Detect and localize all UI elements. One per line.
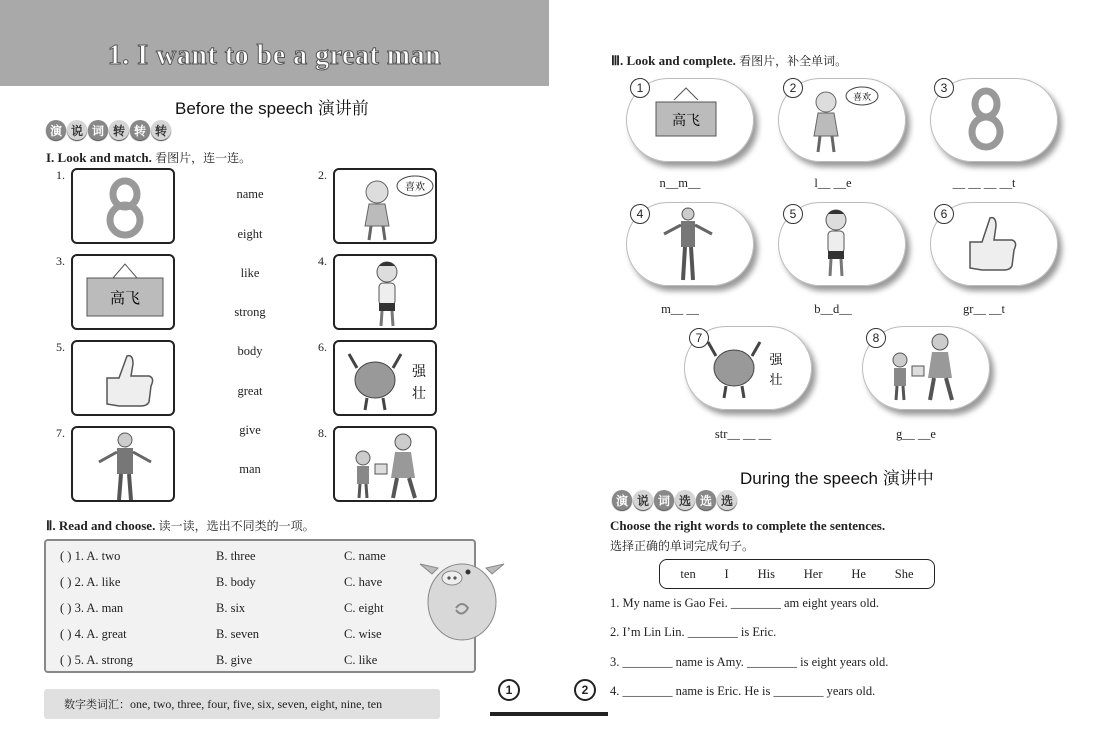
item-number: 8.	[318, 426, 327, 440]
blank-word: g__ __e	[896, 427, 936, 441]
picture-give	[333, 426, 437, 502]
bubble: 转	[130, 120, 150, 140]
bubble: 选	[675, 490, 695, 510]
cloud-number: 8	[866, 328, 886, 348]
boy-body-icon	[335, 256, 437, 330]
match-word: eight	[237, 227, 263, 241]
page-title: 1. I want to be a great man	[107, 40, 442, 71]
cloud-number: 5	[783, 204, 803, 224]
option-b: B. body	[216, 575, 256, 590]
match-word: strong	[234, 305, 266, 319]
item-number: 5.	[56, 340, 65, 354]
gaofei-label: 高飞	[672, 113, 700, 129]
picture-eight	[71, 168, 175, 244]
blank-word: n__m__	[659, 176, 701, 190]
bubble: 演	[612, 490, 632, 510]
option-a: ( ) 5. A. strong	[60, 652, 133, 667]
thumbs-up-icon	[73, 342, 175, 416]
gaofei-label: 高飞	[109, 289, 141, 307]
option-c: C. have	[344, 575, 383, 590]
match-word: man	[239, 462, 261, 476]
girl-like-icon	[335, 170, 437, 244]
man-icon	[73, 428, 175, 502]
word-bank	[659, 559, 935, 589]
match-word: give	[239, 423, 261, 437]
word-bank-item: I	[724, 566, 729, 581]
blank-word: __ __ __ __t	[952, 176, 1016, 190]
word-bank-item: Her	[803, 566, 823, 581]
option-a: ( ) 3. A. man	[60, 600, 124, 615]
strong-label-1: 强	[412, 364, 426, 380]
bubble: 选	[717, 490, 737, 510]
page-number-left: 1	[498, 679, 520, 701]
blank-word: m__ __	[661, 302, 699, 316]
bubble: 词	[654, 490, 674, 510]
cloud-number: 1	[630, 78, 650, 98]
option-b: B. three	[216, 549, 256, 564]
option-c: C. wise	[344, 626, 382, 641]
cloud-number: 7	[689, 328, 709, 348]
cloud-number: 2	[783, 78, 803, 98]
give-gift-icon	[335, 428, 437, 502]
bubble: 选	[696, 490, 716, 510]
choose-instruction-cn: 选择正确的单词完成句子。	[610, 539, 755, 553]
cloud-number: 3	[934, 78, 954, 98]
match-word: body	[237, 344, 263, 358]
match-word: name	[236, 187, 264, 201]
bubble-heading-left	[46, 120, 171, 140]
question-row	[46, 621, 474, 647]
strong-label-2: 壮	[412, 386, 426, 402]
bubble: 说	[633, 490, 653, 510]
option-a: ( ) 2. A. like	[60, 575, 121, 590]
name-sign-icon	[73, 256, 175, 330]
strong-bull-icon	[335, 342, 437, 416]
page-divider	[490, 712, 608, 716]
picture-strong	[333, 340, 437, 416]
sentence: 4. ________ name is Eric. He is ________ years old.	[610, 684, 876, 698]
option-c: C. eight	[344, 600, 384, 615]
option-b: B. give	[216, 652, 253, 667]
word-bank-item: His	[757, 566, 775, 581]
strong-label-1: 强	[769, 353, 783, 368]
picture-like	[333, 168, 437, 244]
number-eight-icon	[73, 170, 175, 244]
page-number-right: 2	[574, 679, 596, 701]
sentence: 2. I’m Lin Lin. ________ is Eric.	[610, 625, 777, 639]
like-label: 喜欢	[405, 182, 425, 193]
picture-great	[71, 340, 175, 416]
picture-body	[333, 254, 437, 330]
option-b: B. seven	[216, 626, 260, 641]
option-a: ( ) 4. A. great	[60, 626, 127, 641]
bubble: 说	[67, 120, 87, 140]
part1-instruction: I. Look and match. 看图片，连一连。	[46, 150, 252, 165]
option-b: B. six	[216, 600, 246, 615]
item-number: 7.	[56, 426, 65, 440]
question-row	[46, 647, 474, 673]
during-speech-heading: During the speech 演讲中	[740, 469, 934, 488]
bubble: 词	[88, 120, 108, 140]
strong-label-2: 壮	[769, 373, 783, 388]
vocab-bar: 数字类词汇： one, two, three, four, five, six, seven, eight, nine, ten	[44, 689, 440, 719]
question-row	[46, 544, 474, 570]
bubble: 演	[46, 120, 66, 140]
word-bank-item: He	[851, 566, 866, 581]
question-row	[46, 570, 474, 596]
question-row	[46, 596, 474, 622]
item-number: 4.	[318, 254, 327, 268]
like-label: 喜欢	[852, 93, 872, 103]
blank-word: str__ __ __	[714, 427, 772, 441]
part3-instruction: Ⅲ. Look and complete. 看图片，补全单词。	[611, 53, 848, 68]
pig-mascot-icon	[412, 548, 512, 648]
option-c: C. name	[344, 549, 386, 564]
match-word: like	[240, 266, 260, 280]
choose-instruction: Choose the right words to complete the sentences.	[610, 518, 886, 533]
part2-instruction: Ⅱ. Read and choose. 读一读，选出不同类的一项。	[46, 518, 315, 533]
item-number: 2.	[318, 168, 327, 182]
before-speech-heading: Before the speech 演讲前	[175, 99, 369, 118]
cloud-number: 6	[934, 204, 954, 224]
picture-name	[71, 254, 175, 330]
bubble-heading-right	[612, 490, 737, 510]
cloud-number: 4	[630, 204, 650, 224]
sentence: 1. My name is Gao Fei. ________ am eight years old.	[610, 596, 880, 610]
blank-word: b__d__	[814, 302, 852, 316]
item-number: 3.	[56, 254, 65, 268]
option-c: C. like	[344, 652, 378, 667]
match-word: great	[237, 384, 263, 398]
bubble: 转	[109, 120, 129, 140]
option-a: ( ) 1. A. two	[60, 549, 121, 564]
item-number: 6.	[318, 340, 327, 354]
word-bank-item: ten	[680, 566, 696, 581]
blank-word: l__ __e	[814, 176, 852, 190]
sentence: 3. ________ name is Amy. ________ is eight years old.	[610, 655, 889, 669]
picture-man	[71, 426, 175, 502]
item-number: 1.	[56, 168, 65, 182]
word-bank-item: She	[894, 566, 914, 581]
blank-word: gr__ __t	[962, 302, 1005, 316]
bubble: 转	[151, 120, 171, 140]
